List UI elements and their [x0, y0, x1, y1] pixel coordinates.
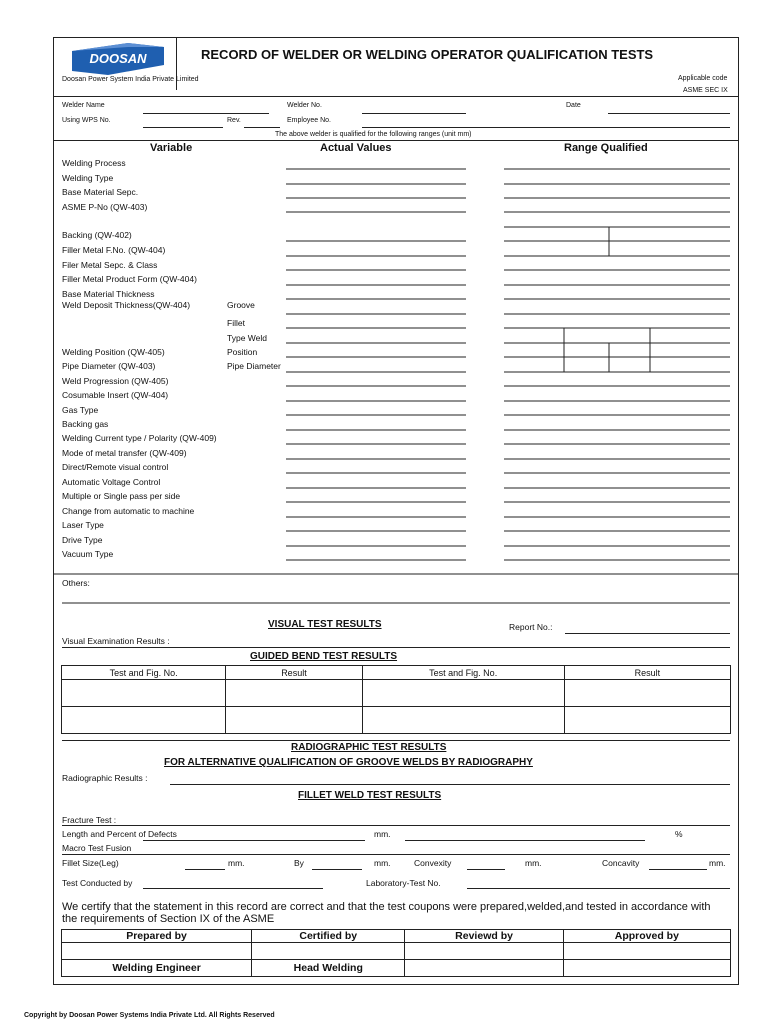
var-weld-deposit: Weld Deposit Thickness(QW-404) — [62, 300, 191, 310]
bend-cell[interactable] — [564, 707, 730, 734]
var-pipe-diameter: Pipe Diameter (QW-403) — [62, 361, 156, 371]
visual-exam-field[interactable] — [62, 647, 730, 648]
concavity-field[interactable] — [649, 869, 707, 870]
var-base-thickness: Base Material Thickness — [62, 289, 155, 299]
copyright: Copyright by Doosan Power Systems India Private Ltd. All Rights Reserved — [24, 1012, 275, 1019]
percent-sign: % — [675, 829, 683, 839]
visual-exam-label: Visual Examination Results : — [62, 636, 170, 646]
macro-field[interactable] — [62, 854, 730, 855]
by-label: By — [294, 858, 304, 868]
bend-cell[interactable] — [564, 680, 730, 707]
certified-by-header: Certified by — [252, 930, 405, 943]
prepared-sign[interactable] — [62, 943, 252, 960]
certification-statement: We certify that the statement in this record are correct and that the test coupons were prepared,welded,and tested in accordance with the requirements of Section IX of the ASME — [62, 901, 711, 925]
bend-col-4: Result — [564, 666, 730, 680]
conducted-by-field[interactable] — [143, 888, 323, 889]
applicable-code-value: ASME SEC IX — [683, 87, 728, 94]
var-voltage-control: Automatic Voltage Control — [62, 477, 161, 487]
col-variable: Variable — [150, 142, 193, 154]
company-name: Doosan Power System India Private Limited — [62, 76, 199, 83]
applicable-code-label: Applicable code — [678, 75, 728, 82]
report-no-field[interactable] — [565, 633, 730, 634]
bend-title: GUIDED BEND TEST RESULTS — [250, 651, 398, 662]
bend-cell[interactable] — [362, 680, 564, 707]
head-welding: Head Welding — [252, 960, 405, 977]
certified-sign[interactable] — [252, 943, 405, 960]
radio-results-label: Radiographic Results : — [62, 773, 148, 783]
length-mm: mm. — [374, 829, 391, 839]
fillet-title: FILLET WELD TEST RESULTS — [298, 790, 442, 801]
fracture-field[interactable] — [62, 825, 730, 826]
bend-cell[interactable] — [226, 680, 362, 707]
lab-test-label: Laboratory-Test No. — [366, 878, 441, 888]
var-filler-form: Filler Metal Product Form (QW-404) — [62, 274, 197, 284]
bend-col-1: Test and Fig. No. — [62, 666, 226, 680]
page-title: RECORD OF WELDER OR WELDING OPERATOR QUALIFICATION TESTS — [201, 47, 654, 62]
bend-cell[interactable] — [362, 707, 564, 734]
approved-by-header: Approved by — [563, 930, 730, 943]
col-range: Range Qualified — [564, 142, 648, 154]
logo-text: DOOSAN — [89, 51, 147, 66]
var-position: Position — [227, 347, 258, 357]
macro-label: Macro Test Fusion — [62, 843, 132, 853]
col-actual: Actual Values — [320, 142, 392, 154]
var-gas-type: Gas Type — [62, 405, 99, 415]
conducted-by-label: Test Conducted by — [62, 878, 133, 888]
var-welding-type: Welding Type — [62, 173, 114, 183]
var-weld-progression: Weld Progression (QW-405) — [62, 376, 169, 386]
var-groove: Groove — [227, 300, 255, 310]
by-mm: mm. — [374, 858, 391, 868]
radio-subtitle: FOR ALTERNATIVE QUALIFICATION OF GROOVE WELDS BY RADIOGRAPHY — [164, 757, 533, 768]
employee-no-label: Employee No. — [287, 117, 331, 124]
date-label: Date — [566, 102, 581, 109]
var-filer-spec: Filer Metal Sepc. & Class — [62, 260, 158, 270]
bend-rule — [62, 740, 730, 741]
prepared-by-header: Prepared by — [62, 930, 252, 943]
var-asme-pno: ASME P-No (QW-403) — [62, 202, 148, 212]
concavity-label: Concavity — [602, 858, 640, 868]
var-metal-transfer: Mode of metal transfer (QW-409) — [62, 448, 187, 458]
var-visual-control: Direct/Remote visual control — [62, 462, 169, 472]
wps-label: Using WPS No. — [62, 117, 111, 124]
var-laser-type: Laser Type — [62, 520, 104, 530]
lab-test-field[interactable] — [467, 888, 730, 889]
var-fillet: Fillet — [227, 318, 245, 328]
length-defects-label: Length and Percent of Defects — [62, 829, 177, 839]
bend-cell[interactable] — [62, 680, 226, 707]
var-type-weld: Type Weld — [227, 333, 268, 343]
fillet-size-mm: mm. — [228, 858, 245, 868]
var-change-auto: Change from automatic to machine — [62, 506, 195, 516]
concavity-mm: mm. — [709, 858, 726, 868]
var-base-material-spec: Base Material Sepc. — [62, 187, 139, 197]
convexity-label: Convexity — [414, 858, 452, 868]
var-consumable-insert: Cosumable Insert (QW-404) — [62, 390, 169, 400]
bend-col-3: Test and Fig. No. — [362, 666, 564, 680]
convexity-mm: mm. — [525, 858, 542, 868]
reviewed-by-header: Reviewd by — [405, 930, 563, 943]
rev-label: Rev. — [227, 117, 241, 124]
var-backing: Backing (QW-402) — [62, 230, 132, 240]
bend-cell[interactable] — [226, 707, 362, 734]
var-others: Others: — [62, 578, 90, 588]
by-field[interactable] — [312, 869, 362, 870]
approved-role — [563, 960, 730, 977]
welder-name-label: Welder Name — [62, 102, 105, 109]
signature-table — [61, 929, 731, 977]
bend-table — [61, 665, 731, 734]
var-welding-process: Welding Process — [62, 158, 126, 168]
visual-title: VISUAL TEST RESULTS — [268, 619, 382, 630]
fillet-size-label: Fillet Size(Leg) — [62, 858, 119, 868]
var-drive-type: Drive Type — [62, 535, 103, 545]
fracture-label: Fracture Test : — [62, 815, 117, 825]
qualified-note: The above welder is qualified for the following ranges (unit mm) — [275, 131, 472, 138]
reviewed-role — [405, 960, 563, 977]
var-welding-position: Welding Position (QW-405) — [62, 347, 165, 357]
var-current-type: Welding Current type / Polarity (QW-409) — [62, 433, 217, 443]
radio-results-field[interactable] — [170, 784, 730, 785]
length-defects-field[interactable] — [143, 840, 365, 841]
approved-sign[interactable] — [563, 943, 730, 960]
bend-cell[interactable] — [62, 707, 226, 734]
radio-title: RADIOGRAPHIC TEST RESULTS — [291, 742, 447, 753]
var-filler-fno: Filler Metal F.No. (QW-404) — [62, 245, 166, 255]
var-pass: Multiple or Single pass per side — [62, 491, 181, 501]
var-pipe-diameter-sub: Pipe Diameter — [227, 361, 281, 371]
convexity-field[interactable] — [467, 869, 505, 870]
percent-field[interactable] — [405, 840, 645, 841]
welder-no-label: Welder No. — [287, 102, 322, 109]
var-backing-gas: Backing gas — [62, 419, 109, 429]
welding-engineer: Welding Engineer — [62, 960, 252, 977]
var-vacuum-type: Vacuum Type — [62, 549, 114, 559]
reviewed-sign[interactable] — [405, 943, 563, 960]
fillet-size-field[interactable] — [185, 869, 225, 870]
bend-col-2: Result — [226, 666, 362, 680]
report-no-label: Report No.: — [509, 622, 553, 632]
